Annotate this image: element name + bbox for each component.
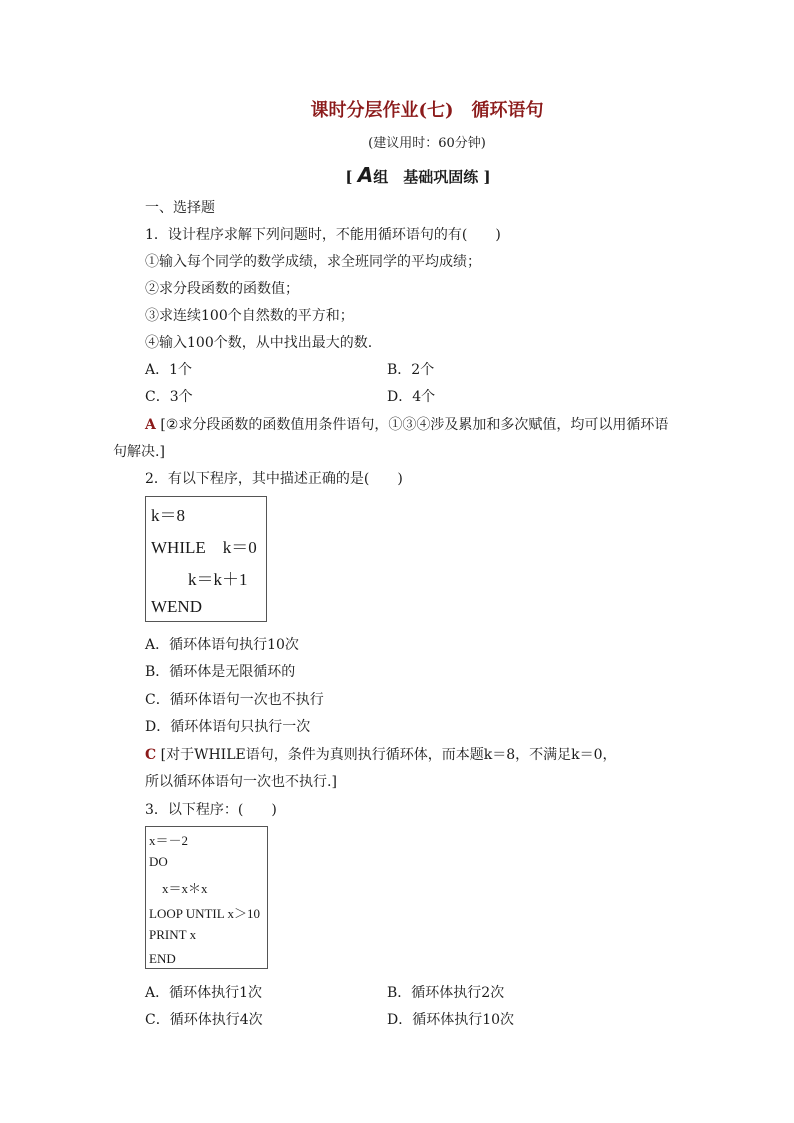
q3-code-line-5: PRINT x [149,927,197,942]
q1-item-1: ①输入每个同学的数学成绩，求全班同学的平均成绩； [145,254,481,270]
q3-code-line-2: DO [149,854,168,869]
q2-stem: 2．有以下程序，其中描述正确的是( ) [145,471,403,487]
q3-code-line-6: END [149,951,176,966]
page-title: 课时分层作业(七) 循环语句 [310,100,544,121]
q2-answer-letter: C [145,747,157,763]
q3-code-line-4: LOOP UNTIL x＞10 [149,906,260,921]
q2-option-d: D．循环体语句只执行一次 [145,719,311,735]
q1-option-b: B．2个 [387,362,435,378]
q2-option-c: C．循环体语句一次也不执行 [145,692,324,708]
q2-option-a: A．循环体语句执行10次 [145,637,299,653]
q1-option-c: C．3个 [145,389,193,405]
q2-option-b: B．循环体是无限循环的 [145,664,296,680]
q1-answer-letter: A [145,417,156,433]
q2-code-box [145,496,267,622]
q1-option-a: A．1个 [145,362,193,378]
q2-answer-line1: [对于WHILE语句，条件为真则执行循环体，而本题k＝8，不满足k＝0， [160,747,617,763]
q3-code-box [145,826,268,969]
q3-stem: 3．以下程序：( ) [145,802,277,818]
section-heading: 一、选择题 [145,200,215,216]
q3-option-a: A．循环体执行1次 [145,985,263,1001]
group-heading [0,163,794,187]
q1-stem: 1．设计程序求解下列问题时，不能用循环语句的有( ) [145,227,501,243]
q3-option-c: C．循环体执行4次 [145,1012,263,1028]
group-text: 组 基础巩固练 [373,168,479,186]
q1-answer [145,414,668,434]
q3-option-d: D．循环体执行10次 [387,1012,515,1028]
q3-code-line-3: x＝x＊x [162,881,208,896]
group-open-bracket: [ [345,168,353,186]
q2-answer [145,744,617,764]
q2-code-line-2: WHILE k＝0 [151,538,257,557]
q1-item-2: ②求分段函数的函数值； [145,281,299,297]
q1-answer-line2: 句解决.] [113,444,165,460]
q2-answer-line2: 所以循环体语句一次也不执行.] [145,774,337,790]
q1-option-d: D．4个 [387,389,436,405]
q2-code-line-3: k＝k＋1 [188,570,248,589]
q2-code-line-1: k＝8 [151,506,185,525]
group-close-bracket: ] [483,168,491,186]
q1-answer-line1: [②求分段函数的函数值用条件语句，①③④涉及累加和多次赋值，均可以用循环语 [160,417,669,433]
q1-item-4: ④输入100个数，从中找出最大的数. [145,335,373,351]
q3-option-b: B．循环体执行2次 [387,985,505,1001]
q1-item-3: ③求连续100个自然数的平方和； [145,308,354,324]
group-letter: A [357,163,374,187]
page-subtitle: (建议用时：60分钟) [368,136,486,151]
q3-code-line-1: x＝－2 [149,833,189,848]
q2-code-line-4: WEND [151,597,202,616]
